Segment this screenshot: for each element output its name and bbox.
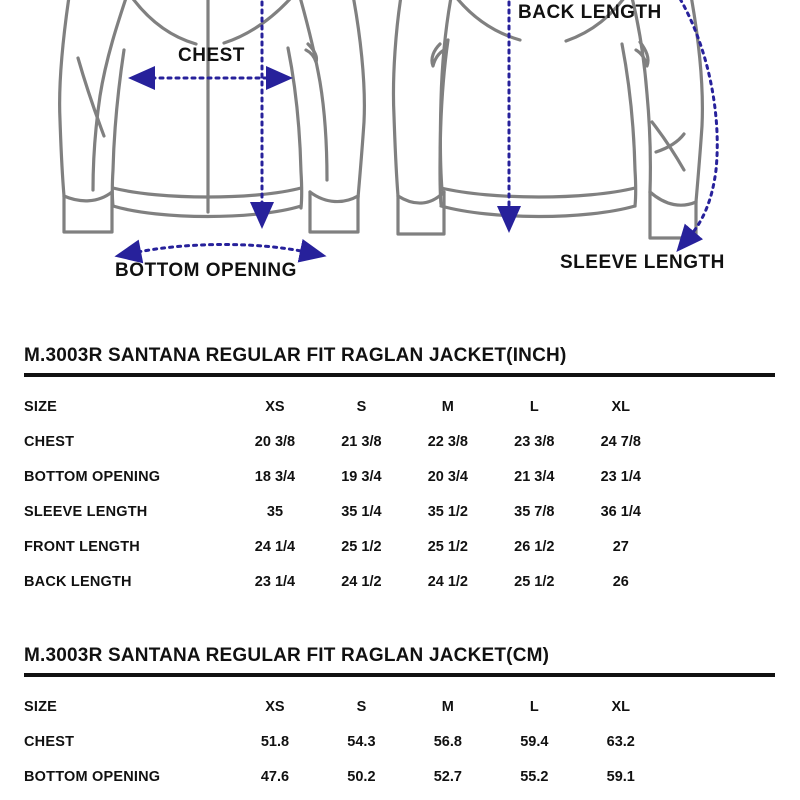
table-header-row: [24, 389, 664, 424]
cell-value: 35 7/8: [514, 503, 555, 520]
cell-value: 20 3/4: [427, 468, 469, 485]
table-row: [24, 759, 664, 794]
table-row: [24, 529, 664, 564]
column-header-xs: XS: [265, 398, 285, 415]
table-row: [24, 564, 664, 599]
row-label: CHEST: [24, 433, 75, 450]
cell-value: 26: [612, 573, 629, 590]
inch-size-table-block: [0, 345, 800, 599]
column-header-xl: XL: [611, 398, 631, 415]
cell-value: 23 1/4: [254, 573, 296, 590]
cell-value: 59.4: [520, 733, 549, 750]
cell-value: 19 3/4: [341, 468, 382, 485]
cell-value: 21 3/8: [341, 433, 382, 450]
cell-value: 24 1/2: [341, 573, 382, 590]
cell-value: 35: [266, 503, 284, 520]
column-header-xs: XS: [265, 698, 285, 715]
table-header-row: [24, 689, 664, 724]
cm-size-table: [24, 689, 664, 794]
cell-value: 35 1/2: [427, 503, 469, 520]
column-header-size: SIZE: [24, 698, 58, 715]
cell-value: 23 3/8: [514, 433, 555, 450]
row-label: BOTTOM OPENING: [24, 468, 161, 485]
cell-value: 24 1/4: [254, 538, 296, 555]
cell-value: 50.2: [347, 768, 376, 785]
row-label: CHEST: [24, 733, 75, 750]
cell-value: 26 1/2: [514, 538, 555, 555]
cell-value: 25 1/2: [427, 538, 469, 555]
cell-value: 47.6: [260, 768, 290, 785]
cell-value: 63.2: [606, 733, 635, 750]
column-header-m: M: [441, 398, 454, 415]
column-header-s: S: [356, 698, 367, 715]
cell-value: 59.1: [606, 768, 635, 785]
sleeve-length-label: SLEEVE LENGTH: [560, 252, 725, 273]
cell-value: 21 3/4: [514, 468, 555, 485]
cell-value: 22 3/8: [427, 433, 469, 450]
cell-value: 27: [612, 538, 629, 555]
bottom-opening-label: BOTTOM OPENING: [115, 260, 297, 281]
inch-size-table: [24, 389, 664, 599]
column-header-xl: XL: [611, 698, 631, 715]
bottom-opening-measure-arrow: [138, 245, 306, 253]
table-row: [24, 724, 664, 759]
inch-title-rule: [24, 373, 775, 377]
cell-value: 24 1/2: [427, 573, 469, 590]
front-jacket-outline: [60, 0, 365, 232]
cm-size-table-block: [0, 645, 800, 794]
cell-value: 18 3/4: [254, 468, 296, 485]
cell-value: 52.7: [433, 768, 462, 785]
cell-value: 24 7/8: [600, 433, 641, 450]
cell-value: 55.2: [520, 768, 549, 785]
cell-value: 54.3: [347, 733, 376, 750]
table-row: [24, 424, 664, 459]
cell-value: 35 1/4: [341, 503, 382, 520]
back-length-label: BACK LENGTH: [518, 2, 662, 23]
row-label: BACK LENGTH: [24, 573, 132, 590]
table-row: [24, 494, 664, 529]
cell-value: 56.8: [433, 733, 462, 750]
inch-table-title: M.3003R SANTANA REGULAR FIT RAGLAN JACKET(INCH): [24, 345, 567, 366]
back-jacket-outline: [393, 0, 702, 238]
cell-value: 25 1/2: [341, 538, 382, 555]
cell-value: 23 1/4: [600, 468, 641, 485]
column-header-s: S: [356, 398, 367, 415]
cell-value: 20 3/8: [254, 433, 296, 450]
row-label: SLEEVE LENGTH: [24, 503, 148, 520]
cell-value: 36 1/4: [600, 503, 641, 520]
table-row: [24, 459, 664, 494]
jacket-measurement-diagram: [0, 0, 800, 300]
cell-value: 51.8: [260, 733, 290, 750]
column-header-size: SIZE: [24, 398, 58, 415]
chest-label: CHEST: [178, 45, 245, 66]
row-label: BOTTOM OPENING: [24, 768, 161, 785]
cell-value: 25 1/2: [514, 573, 555, 590]
cm-title-rule: [24, 673, 775, 677]
column-header-l: L: [529, 698, 539, 715]
column-header-m: M: [441, 698, 454, 715]
cm-table-title: M.3003R SANTANA REGULAR FIT RAGLAN JACKET(CM): [24, 645, 550, 666]
column-header-l: L: [529, 398, 539, 415]
row-label: FRONT LENGTH: [24, 538, 140, 555]
